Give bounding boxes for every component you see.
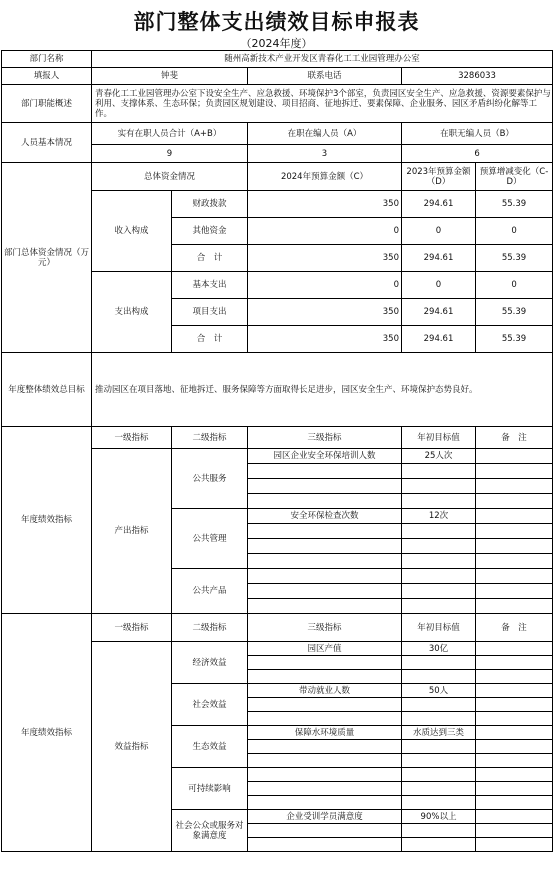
empty-cell	[402, 464, 476, 479]
perf2-h-note: 备 注	[476, 614, 553, 642]
fund-row-name: 合 计	[172, 326, 248, 353]
empty-cell	[248, 464, 402, 479]
empty-cell	[476, 838, 553, 852]
fund-row-2023: 294.61	[402, 245, 476, 272]
page-title: 部门整体支出绩效目标申报表	[133, 10, 420, 34]
staff-a-value: 3	[248, 145, 402, 163]
empty-cell	[248, 494, 402, 509]
empty-cell	[402, 539, 476, 554]
staff-b-value: 6	[402, 145, 553, 163]
funds-2024-header: 2024年预算金额（C）	[248, 163, 402, 191]
perf2-group-economic: 经济效益	[172, 642, 248, 684]
empty-cell	[402, 670, 476, 684]
empty-cell	[402, 698, 476, 712]
phone-label: 联系电话	[248, 68, 402, 85]
empty-cell	[248, 782, 402, 796]
perf1-group-public-service: 公共服务	[172, 449, 248, 509]
empty-cell	[402, 494, 476, 509]
fund-row-change: 55.39	[476, 326, 553, 353]
empty-cell	[402, 656, 476, 670]
fund-row-2023: 294.61	[402, 299, 476, 326]
fund-row-2024: 350	[248, 245, 402, 272]
empty-cell	[476, 712, 553, 726]
overall-goal-value: 推动园区在项目落地、征地拆迁、服务保障等方面取得长足进步，园区安全生产、环境保护态势良好。	[92, 353, 553, 427]
fund-row-2024: 350	[248, 299, 402, 326]
empty-cell	[402, 584, 476, 599]
empty-cell	[248, 656, 402, 670]
perf1-h-lvl3: 三级指标	[248, 427, 402, 449]
fund-row-2023: 0	[402, 218, 476, 245]
fund-row-change: 0	[476, 272, 553, 299]
fund-row-2024: 350	[248, 191, 402, 218]
empty-cell	[248, 796, 402, 810]
empty-cell	[476, 584, 553, 599]
perf1-indicator: 安全环保检查次数	[248, 509, 402, 524]
perf2-target: 50人	[402, 684, 476, 698]
empty-cell	[402, 569, 476, 584]
dept-name-value: 随州高新技术产业开发区青春化工工业园管理办公室	[92, 51, 553, 68]
empty-cell	[476, 569, 553, 584]
empty-cell	[476, 782, 553, 796]
fund-row-2023: 294.61	[402, 326, 476, 353]
perf2-group-satisfaction: 社会公众或服务对象满意度	[172, 810, 248, 852]
perf2-target: 90%以上	[402, 810, 476, 824]
perf1-label: 年度绩效指标	[2, 427, 92, 614]
fund-row-change: 55.39	[476, 245, 553, 272]
reporter-value: 钟斐	[92, 68, 248, 85]
report-table	[1, 50, 553, 852]
empty-cell	[476, 539, 553, 554]
empty-cell	[402, 796, 476, 810]
perf2-indicator: 带动就业人数	[248, 684, 402, 698]
staff-b-header: 在职无编人员（B）	[402, 123, 553, 145]
perf1-target: 12次	[402, 509, 476, 524]
empty-cell	[476, 524, 553, 539]
funds-change-header: 预算增减变化（C-D）	[476, 163, 553, 191]
overall-goal-label: 年度整体绩效总目标	[2, 353, 92, 427]
empty-cell	[248, 554, 402, 569]
perf2-indicator: 企业受训学员满意度	[248, 810, 402, 824]
empty-cell	[248, 838, 402, 852]
perf2-lvl1: 效益指标	[92, 642, 172, 852]
report-year: （2024年度）	[240, 37, 313, 50]
perf2-group-social: 社会效益	[172, 684, 248, 726]
perf1-note	[476, 509, 553, 524]
funds-total-header: 总体资金情况	[92, 163, 248, 191]
empty-cell	[402, 782, 476, 796]
fund-row-change: 0	[476, 218, 553, 245]
staff-total-value: 9	[92, 145, 248, 163]
empty-cell	[248, 539, 402, 554]
perf1-target: 25人次	[402, 449, 476, 464]
empty-cell	[476, 796, 553, 810]
fund-row-name: 基本支出	[172, 272, 248, 299]
empty-cell	[248, 599, 402, 614]
empty-cell	[476, 698, 553, 712]
empty-cell	[402, 712, 476, 726]
empty-cell	[476, 740, 553, 754]
empty-cell	[402, 479, 476, 494]
empty-cell	[476, 479, 553, 494]
duty-value: 青春化工工业园管理办公室下设安全生产、应急救援、环境保护3个部室，负责园区安全生产、应急救援、资源要素保护与利用、支撑体系、生态环保；负责园区规划建设、项目招商、征地拆迁、要素保障、企业服务、园区矛盾纠纷化解等工作。	[92, 85, 553, 123]
empty-cell	[476, 768, 553, 782]
staff-a-header: 在职在编人员（A）	[248, 123, 402, 145]
empty-cell	[476, 670, 553, 684]
fund-row-name: 项目支出	[172, 299, 248, 326]
empty-cell	[248, 768, 402, 782]
empty-cell	[248, 754, 402, 768]
perf2-indicator: 保障水环境质量	[248, 726, 402, 740]
empty-cell	[476, 554, 553, 569]
empty-cell	[476, 656, 553, 670]
perf1-h-lvl2: 二级指标	[172, 427, 248, 449]
empty-cell	[402, 554, 476, 569]
empty-cell	[248, 524, 402, 539]
perf2-note	[476, 726, 553, 740]
fund-row-2024: 0	[248, 272, 402, 299]
perf2-h-lvl2: 二级指标	[172, 614, 248, 642]
empty-cell	[402, 838, 476, 852]
empty-cell	[248, 479, 402, 494]
empty-cell	[476, 464, 553, 479]
empty-cell	[476, 824, 553, 838]
empty-cell	[248, 670, 402, 684]
perf2-group-ecological: 生态效益	[172, 726, 248, 768]
empty-cell	[476, 754, 553, 768]
empty-cell	[402, 524, 476, 539]
fund-row-2024: 0	[248, 218, 402, 245]
staff-label: 人员基本情况	[2, 123, 92, 163]
perf2-note	[476, 684, 553, 698]
empty-cell	[248, 712, 402, 726]
fund-row-2023: 0	[402, 272, 476, 299]
perf2-group-sustainable: 可持续影响	[172, 768, 248, 810]
perf2-h-lvl1: 一级指标	[92, 614, 172, 642]
empty-cell	[248, 824, 402, 838]
fund-row-name: 其他资金	[172, 218, 248, 245]
duty-label: 部门职能概述	[2, 85, 92, 123]
empty-cell	[402, 599, 476, 614]
fund-row-2023: 294.61	[402, 191, 476, 218]
empty-cell	[476, 599, 553, 614]
empty-cell	[402, 740, 476, 754]
fund-row-change: 55.39	[476, 191, 553, 218]
fund-row-name: 财政拨款	[172, 191, 248, 218]
funds-label: 部门总体资金情况（万元）	[2, 163, 92, 353]
empty-cell	[248, 698, 402, 712]
empty-cell	[402, 768, 476, 782]
phone-value: 3286033	[402, 68, 553, 85]
fund-row-change: 55.39	[476, 299, 553, 326]
perf1-note	[476, 449, 553, 464]
empty-cell	[402, 824, 476, 838]
staff-total-header: 实有在职人员合计（A+B）	[92, 123, 248, 145]
perf1-group-public-products: 公共产品	[172, 569, 248, 614]
empty-cell	[248, 740, 402, 754]
perf2-target: 30亿	[402, 642, 476, 656]
expense-label: 支出构成	[92, 272, 172, 353]
empty-cell	[402, 754, 476, 768]
perf1-group-public-management: 公共管理	[172, 509, 248, 569]
perf1-h-note: 备 注	[476, 427, 553, 449]
empty-cell	[248, 569, 402, 584]
perf1-indicator: 园区企业安全环保培训人数	[248, 449, 402, 464]
fund-row-name: 合 计	[172, 245, 248, 272]
dept-name-label: 部门名称	[2, 51, 92, 68]
perf2-h-lvl3: 三级指标	[248, 614, 402, 642]
empty-cell	[476, 494, 553, 509]
funds-2023-header: 2023年预算金额（D）	[402, 163, 476, 191]
fund-row-2024: 350	[248, 326, 402, 353]
perf2-h-target: 年初目标值	[402, 614, 476, 642]
perf2-label: 年度绩效指标	[2, 614, 92, 852]
perf2-note	[476, 642, 553, 656]
perf2-indicator: 园区产值	[248, 642, 402, 656]
perf2-target: 水质达到三类	[402, 726, 476, 740]
perf2-note	[476, 810, 553, 824]
perf1-h-lvl1: 一级指标	[92, 427, 172, 449]
reporter-label: 填报人	[2, 68, 92, 85]
income-label: 收入构成	[92, 191, 172, 272]
perf1-lvl1: 产出指标	[92, 449, 172, 614]
perf1-h-target: 年初目标值	[402, 427, 476, 449]
empty-cell	[248, 584, 402, 599]
